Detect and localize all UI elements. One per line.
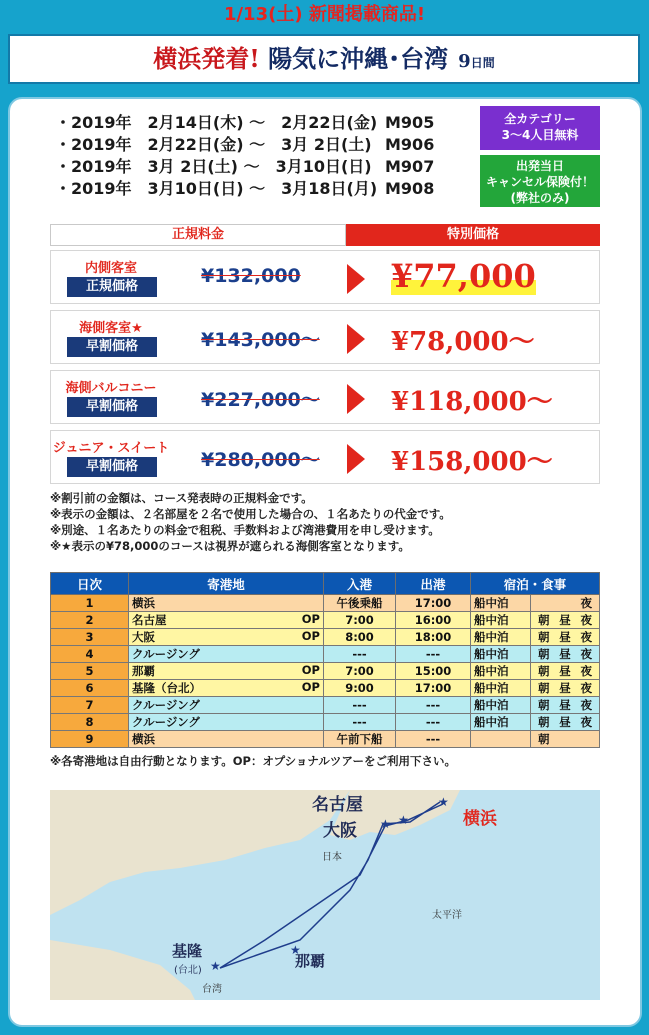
old-price: ¥143,000～ (201, 329, 320, 351)
title-sub: 陽気に沖縄･台湾 (268, 44, 449, 73)
page-title (8, 34, 640, 84)
map-label-taipei: (台北) (174, 965, 202, 976)
itinerary-table (50, 572, 600, 748)
map-star-icon: ★ (398, 813, 409, 827)
map-label-pacific: 太平洋 (432, 910, 462, 921)
price-row-suite (50, 430, 600, 484)
price-tag: 早割価格 (67, 397, 157, 417)
new-price: ¥77,000 (391, 257, 536, 295)
arrow-icon (347, 264, 365, 294)
new-price: ¥78,000～ (391, 327, 535, 357)
price-row-inside (50, 250, 600, 304)
table-row: 9 横浜 午前下船 --- 朝 (51, 731, 600, 748)
map-label-nagoya: 名古屋 (312, 795, 363, 815)
itinerary-header: 日次 寄港地 入港 出港 宿泊・食事 (51, 573, 600, 595)
arrow-icon (347, 384, 365, 414)
table-row: 2 名古屋 OP 7:00 16:00 船中泊 朝 昼 夜 (51, 612, 600, 629)
map-star-icon: ★ (380, 817, 391, 831)
old-price: ¥280,000～ (201, 449, 320, 471)
price-tag: 早割価格 (67, 457, 157, 477)
table-row: 6 基隆（台北） OP 9:00 17:00 船中泊 朝 昼 夜 (51, 680, 600, 697)
map-label-naha: 那覇 (295, 952, 326, 970)
table-row: 8 クルージング --- --- 船中泊 朝 昼 夜 (51, 714, 600, 731)
map-label-osaka: 大阪 (323, 821, 357, 841)
title-duration: 9日間 (458, 51, 495, 72)
map-star-icon: ★ (210, 959, 221, 973)
itinerary-note: ※各寄港地は自由行動となります。OP：オプショナルツアーをご利用下さい。 (50, 754, 457, 768)
price-row-oceanview (50, 310, 600, 364)
table-row: 3 大阪 OP 8:00 18:00 船中泊 朝 昼 夜 (51, 629, 600, 646)
price-notes: ※割引前の金額は、コース発表時の正規料金です。 ※表示の金額は、２名部屋を２名で使用した場合の、１名あたりの代金です。 ※別途、１名あたりの料金で租税、手数料および湾港費用を申し受けます。 ※★表示の¥78,000のコースは視界が遮られる海側客室となります。 (50, 491, 451, 553)
room-name: ジュニア・スイート (52, 441, 170, 456)
departure-item: ・2019年 3月10日(日) ～ 3月18日(月) M908 (55, 179, 435, 198)
table-row: 7 クルージング --- --- 船中泊 朝 昼 夜 (51, 697, 600, 714)
room-name: 海側バルコニー (65, 381, 157, 396)
departure-list (55, 112, 475, 200)
departure-item: ・2019年 3月 2日(土) ～ 3月10日(日) M907 (55, 157, 435, 176)
departure-item: ・2019年 2月14日(木) ～ 2月22日(金) M905 (55, 113, 435, 132)
promo-banner: 1/13(土) 新聞掲載商品! (223, 4, 426, 25)
price-tag: 早割価格 (67, 337, 157, 357)
map-star-icon: ★ (438, 795, 449, 809)
room-name: 海側客室★ (79, 321, 143, 336)
departure-item: ・2019年 2月22日(金) ～ 3月 2日(土) M906 (55, 135, 435, 154)
old-price: ¥132,000 (201, 265, 301, 287)
map-label-yokohama: 横浜 (463, 809, 497, 829)
special-price-header: 特別価格 (346, 224, 600, 246)
price-tag: 正規価格 (67, 277, 157, 297)
table-row: 1 横浜 午後乗船 17:00 船中泊 夜 (51, 595, 600, 612)
cancel-insurance-badge: 出発当日 キャンセル保険付！ (弊社のみ) (480, 155, 600, 207)
table-row: 5 那覇 OP 7:00 15:00 船中泊 朝 昼 夜 (51, 663, 600, 680)
map-label-taiwan: 台湾 (202, 984, 222, 995)
map-label-keelung: 基隆 (172, 942, 203, 960)
map-label-japan: 日本 (322, 852, 342, 863)
table-row: 4 クルージング --- --- 船中泊 朝 昼 夜 (51, 646, 600, 663)
free-category-badge: 全カテゴリー 3～4人目無料 (480, 106, 600, 150)
room-name: 内側客室 (84, 261, 137, 276)
new-price: ¥158,000～ (391, 447, 553, 477)
route-map (50, 790, 600, 1000)
map-star-icon: ★ (290, 943, 301, 957)
arrow-icon (347, 444, 365, 474)
new-price: ¥118,000～ (391, 387, 553, 417)
arrow-icon (347, 324, 365, 354)
title-main: 横浜発着! (153, 44, 269, 73)
price-row-balcony (50, 370, 600, 424)
regular-price-header: 正規料金 (50, 224, 346, 246)
old-price: ¥227,000～ (201, 389, 320, 411)
